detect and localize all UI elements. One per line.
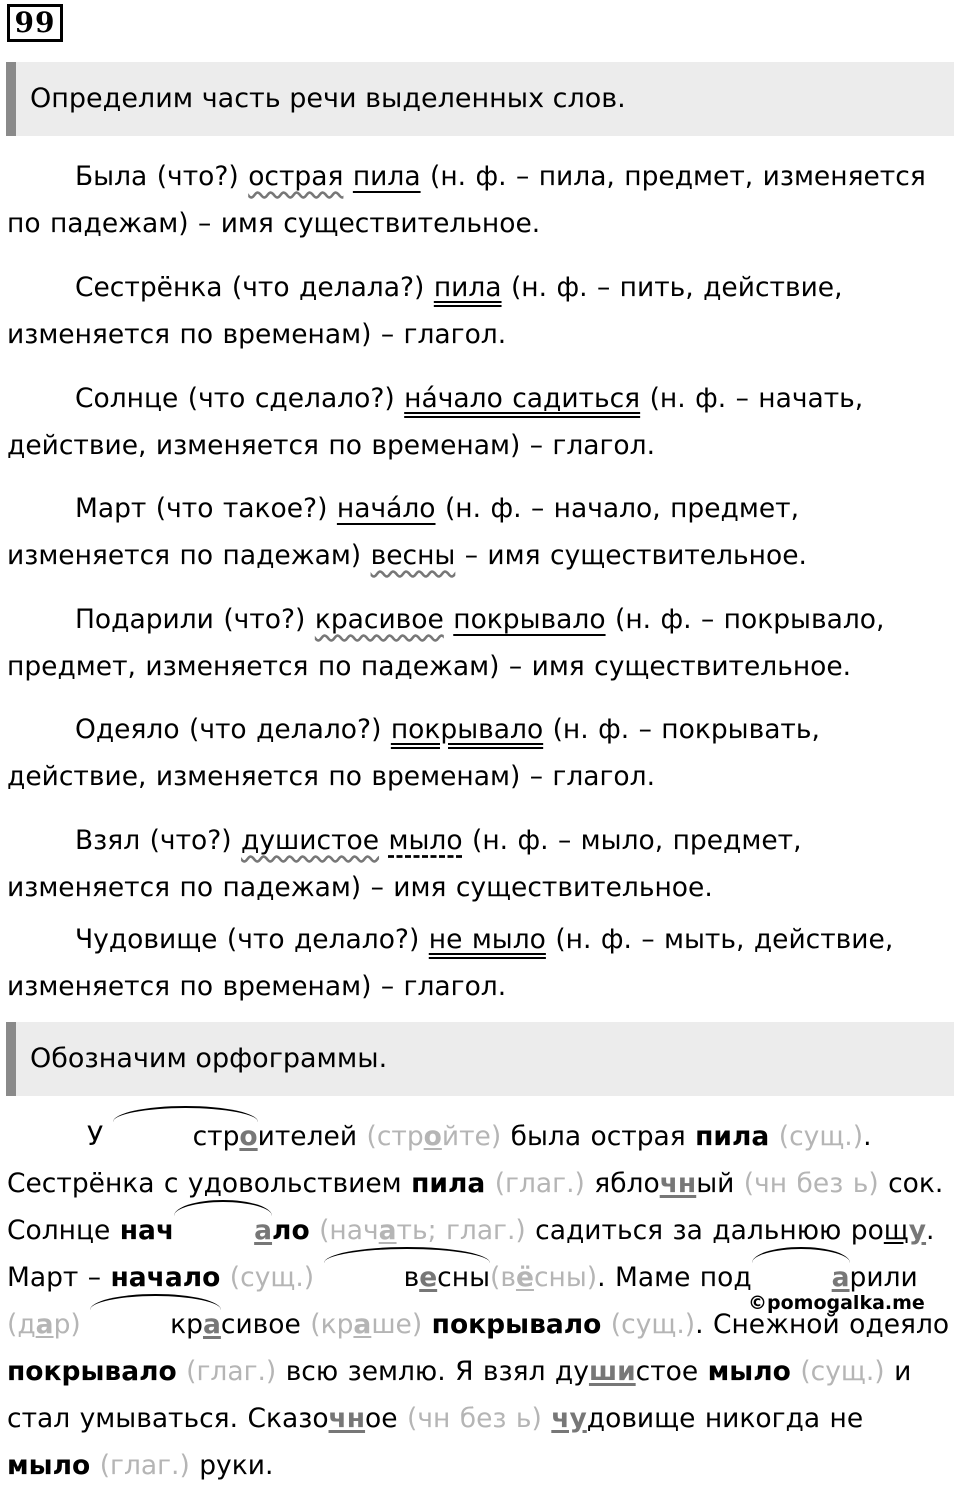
section-header-1 xyxy=(6,62,954,136)
paragraph-8: Чудовище (что делало?) не мыло (н. ф. – мыть, действие, изменяется по временам) – глагол. xyxy=(7,924,894,1002)
root-arc: стро xyxy=(113,1113,258,1160)
section-title-2: Обозначим орфограммы. xyxy=(30,1043,388,1074)
orthogram-text: У строителей (стройте) была острая пила (сущ.). Сестрёнка с удовольствием пила (глаг.) яблочный (чн без ь) сок. Солнце нач ало (начать; глаг.) садиться за дальнюю рощу. Март – начало (сущ.) весны(вёсны). Маме под арили (дар) красивое (краше) покрывало (сущ.). Снежной одеяло покрывало (глаг.) всю землю. Я взял душистое мыло (сущ.) и стал умываться. Сказочное (чн без ь) чудовище никогда не мыло (глаг.) руки. xyxy=(7,1113,955,1489)
section-title-1: Определим часть речи выделенных слов. xyxy=(30,83,626,114)
watermark: ©pomogalka.me xyxy=(748,1292,925,1314)
paragraph-1: Была (что?) острая пила (н. ф. – пила, предмет, изменяется по падежам) – имя существительное. xyxy=(7,161,926,239)
paragraph-2: Сестрёнка (что делала?) пила (н. ф. – пить, действие, изменяется по временам) – глагол. xyxy=(7,272,843,350)
paragraph-6: Одеяло (что делало?) покрывало (н. ф. – покрывать, действие, изменяется по временам) – глагол. xyxy=(7,714,820,792)
paragraph-5: Подарили (что?) красивое покрывало (н. ф. – покрывало, предмет, изменяется по падежам) – имя существительное. xyxy=(7,604,885,682)
paragraph-7: Взял (что?) душистое мыло (н. ф. – мыло, предмет, изменяется по падежам) – имя существительное. xyxy=(7,825,802,903)
paragraph-3: Солнце (что сделало?) на́чало садиться (н. ф. – начать, действие, изменяется по временам) – глагол. xyxy=(7,383,864,461)
task-number: 99 xyxy=(7,4,63,42)
paragraph-4: Март (что такое?) нача́ло (н. ф. – начало, предмет, изменяется по падежам) весны – имя существительное. xyxy=(7,493,807,571)
section-header-2 xyxy=(6,1022,954,1096)
